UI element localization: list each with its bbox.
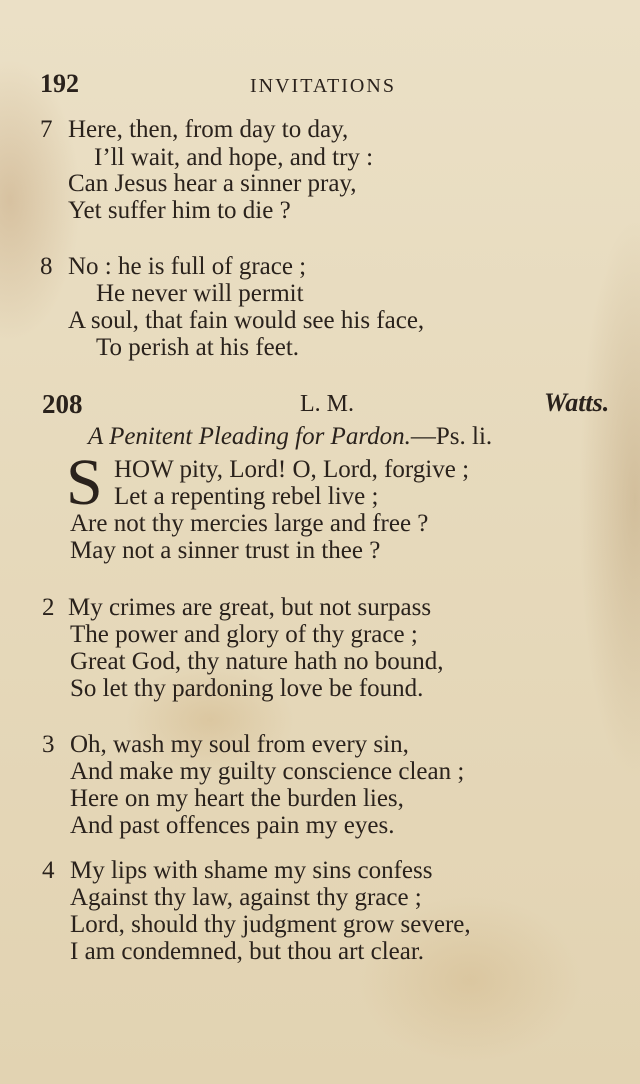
- verse-line: No : he is full of grace ;: [68, 253, 307, 280]
- verse-line: Can Jesus hear a sinner pray,: [68, 170, 357, 197]
- verse-line: Here, then, from day to day,: [68, 116, 349, 143]
- verse-line: HOW pity, Lord! O, Lord, forgive ;: [114, 456, 470, 483]
- scripture-reference: —Ps. li.: [410, 423, 493, 450]
- verse-line: So let thy pardoning love be found.: [70, 675, 424, 702]
- hymn-meter: L. M.: [300, 391, 354, 417]
- verse-line: Against thy law, against thy grace ;: [70, 884, 422, 911]
- stanza-number: 4: [42, 857, 55, 884]
- verse-line: The power and glory of thy grace ;: [70, 621, 418, 648]
- verse-line: Oh, wash my soul from every sin,: [70, 731, 409, 758]
- stanza-number: 7: [40, 116, 53, 143]
- stanza-number: 8: [40, 253, 53, 280]
- running-head: INVITATIONS: [250, 75, 396, 97]
- page-number: 192: [40, 69, 79, 98]
- stanza-number: 2: [42, 594, 55, 621]
- verse-line: He never will permit: [96, 280, 304, 307]
- verse-line: Let a repenting rebel live ;: [114, 483, 379, 510]
- verse-line: And make my guilty conscience clean ;: [70, 758, 465, 785]
- verse-line: A soul, that fain would see his face,: [68, 307, 425, 334]
- drop-cap: S: [66, 446, 103, 519]
- hymn-number: 208: [42, 389, 83, 419]
- verse-line: Lord, should thy judgment grow severe,: [70, 911, 471, 938]
- verse-line: And past offences pain my eyes.: [70, 812, 395, 839]
- verse-line: Great God, thy nature hath no bound,: [70, 648, 444, 675]
- verse-line: I am condemned, but thou art clear.: [70, 938, 425, 965]
- verse-line: May not a sinner trust in thee ?: [70, 537, 381, 564]
- verse-line: Yet suffer him to die ?: [68, 197, 291, 224]
- hymn-title: A Penitent Pleading for Pardon.: [88, 423, 411, 450]
- verse-line: Are not thy mercies large and free ?: [70, 510, 429, 537]
- hymn-title-line: [88, 423, 492, 451]
- stanza-number: 3: [42, 731, 55, 758]
- verse-line: To perish at his feet.: [96, 334, 300, 361]
- verse-line: Here on my heart the burden lies,: [70, 785, 404, 812]
- hymn-author: Watts.: [544, 388, 610, 417]
- verse-line: I’ll wait, and hope, and try :: [94, 144, 374, 171]
- verse-line: My lips with shame my sins confess: [70, 857, 433, 884]
- verse-line: My crimes are great, but not surpass: [68, 594, 432, 621]
